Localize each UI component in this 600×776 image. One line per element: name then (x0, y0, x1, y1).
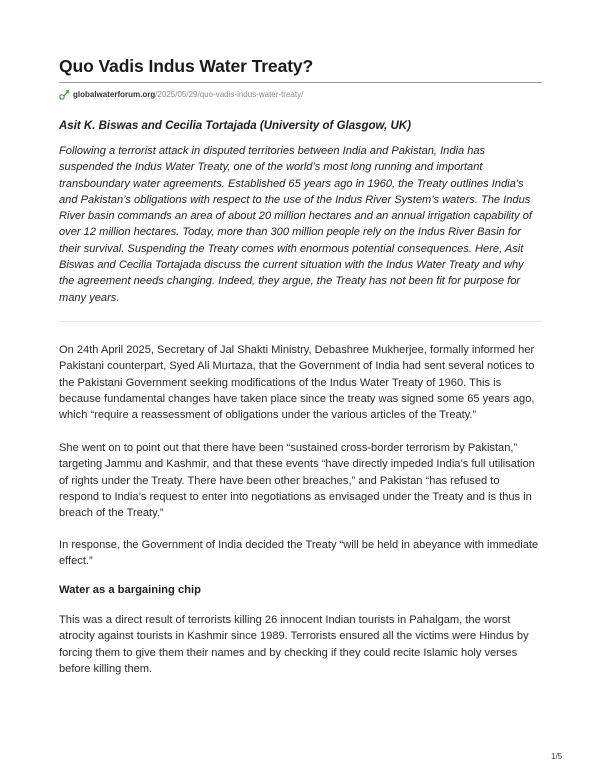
section-heading: Water as a bargaining chip (59, 584, 201, 596)
source-domain[interactable]: globalwaterforum.org (73, 89, 156, 99)
article-byline: Asit K. Biswas and Cecilia Tortajada (University of Glasgow, UK) (59, 120, 411, 132)
body-paragraph-3: In response, the Government of India decided the Treaty “will be held in abeyance with immediate effect.” (59, 539, 539, 568)
body-paragraph-2: She went on to point out that there have been “sustained cross-border terrorism by Pakistan,” targeting Jammu and Kashmir, and that these events “have directly impeded India’s full utilisation of rights under the Treaty. There have been other breaches,” and Pakistan “has refused to respond to India’s request to enter into negotiations as envisaged under the Treaty and is thus in breach of the Treaty.” (59, 442, 535, 520)
article-abstract: Following a terrorist attack in disputed territories between India and Pakistan, India has suspended the Indus Water Treaty, one of the world’s most long running and important transboundary water agreements. Established 65 years ago in 1960, the Treaty outlines India’s and Pakistan’s obligations with respect to the use of the Indus River System’s waters. The Indus River basin commands an area of about 20 million hectares and an annual irrigation capability of over 12 million hectares. Today, more than 300 million people rely on the Indus River Basin for their survival. Suspending the Treaty comes with enormous potential consequences. Here, Asit Biswas and Cecilia Tortajada discuss the current situation with the Indus Water Treaty and why the agreement needs changing. Indeed, they argue, the Treaty has not been fit for purpose for many years. (59, 145, 532, 304)
article-title: Quo Vadis Indus Water Treaty? (59, 56, 314, 76)
title-divider (59, 82, 542, 83)
source-path[interactable]: /2025/05/29/quo-vadis-indus-water-treaty/ (155, 89, 304, 99)
section-paragraph: This was a direct result of terrorists killing 26 innocent Indian tourists in Pahalgam, the worst atrocity against tourists in Kashmir since 1989. Terrorists ensured all the victims were Hindus by forcing them to give them their names and by checking if they could recite Islamic holy verses before killing them. (59, 614, 529, 675)
page-number: 1/5 (551, 752, 563, 761)
link-icon (59, 89, 70, 100)
body-paragraph-1: On 24th April 2025, Secretary of Jal Shakti Ministry, Debashree Mukherjee, formally informed her Pakistani counterpart, Syed Ali Murtaza, that the Government of India had sent several notices to the Pakistani Government seeking modifications of the Indus Water Treaty of 1960. This is because fundamental changes have taken place since the treaty was signed some 65 years ago, which “require a reassessment of obligations under the various articles of the Treaty.” (59, 344, 535, 422)
abstract-divider (59, 321, 542, 322)
source-url[interactable] (59, 88, 303, 100)
